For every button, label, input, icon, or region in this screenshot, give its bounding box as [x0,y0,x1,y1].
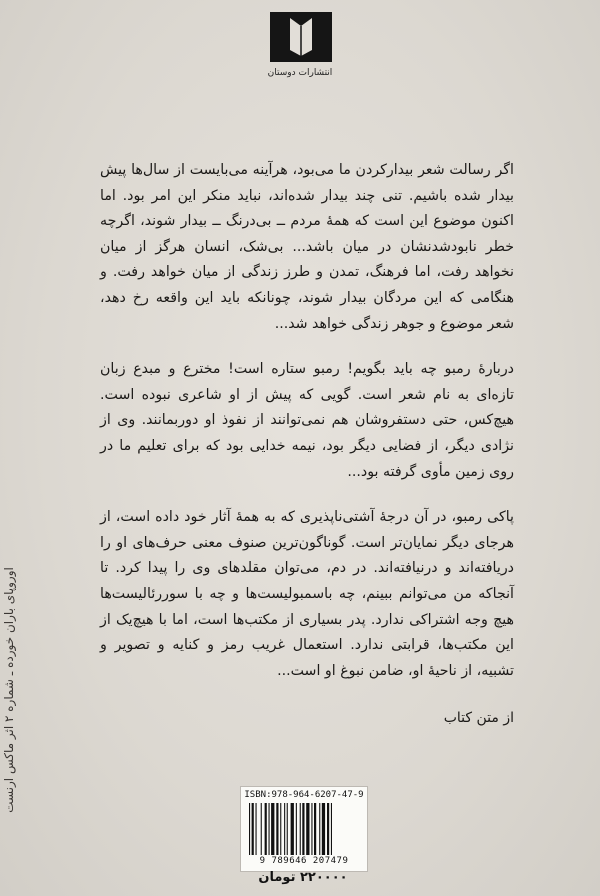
paragraph-3: پاکی رمبو، در آن درجهٔ آشتی‌ناپذیری که به همهٔ آثار خود داده است، از هرجای دیگر نمایان‌تر است. گوناگون‌ترین صنوف معنی حرف‌های او را دریافته‌اند و درنیافته‌اند. در دم، می‌توان مقلدهای وی را پیدا کرد. تا آنجاکه من می‌توانم ببینم، چه باسمبولیست‌ها و چه با سوررئالیست‌ها هیچ وجه اشتراکی ندارد. پدر بسیاری از مکتب‌ها است، اما با هیچ‌یک از این مکتب‌ها، قرابتی ندارد. استعمال غریب رمز و کنایه و تصویر و تشبیه، از ناحیهٔ او، ضامن نبوغ او است... [100,509,514,679]
publisher-name: انتشارات دوستان [267,68,333,78]
cover-art-credit: اوروپای باران خورده ـ شماره ۲ اثر ماکس ارنست [2,567,16,813]
price-label: ۲۲۰۰۰۰ تومان [258,870,348,885]
paragraph-1: اگر رسالت شعر بیدارکردن ما می‌بود، هرآینه می‌بایست از سال‌ها پیش بیدار شده باشیم. تنی چند بیدار شده‌اند، نباید منکر این امر بود. اما اکنون موضوع این است که همهٔ مردم ــ بی‌درنگ ــ بیدار شوند، اگرچه خطر نابودشدنشان در میان باشد... بی‌شک، انسان هرگز از میان نخواهد رفت، اما فرهنگ، تمدن و طرز زندگی از میان خواهد رفت. و هنگامی که این مردگان بیدار شوند، چونانکه باید این واقعه رخ دهد، شعر موضوع و جوهر زندگی خواهد شد... [100,162,514,332]
barcode-icon [247,803,361,855]
source-note: از متن کتاب [443,710,514,726]
isbn-number: ISBN:978-964-6207-47-9 [244,790,364,800]
ean-digits: 9 789646 207479 [259,856,349,866]
paragraph-2: دربارهٔ رمبو چه باید بگویم! رمبو ستاره است! مخترع و مبدع زبان تازه‌ای به نام شعر است. گویی که پیش از او شاعری نبوده است. هیچ‌کس، حتی دستفروشان هم نمی‌توانند از نفوذ او دوربمانند. وی از نژادی دیگر، از فضایی دیگر بود، نیمه خدایی بود که برای تعلیم ما در روی زمین مأوی گرفته بود... [100,361,514,480]
back-cover-text [100,158,514,684]
isbn-barcode-label [240,786,368,872]
publisher-logo-icon [270,12,332,62]
